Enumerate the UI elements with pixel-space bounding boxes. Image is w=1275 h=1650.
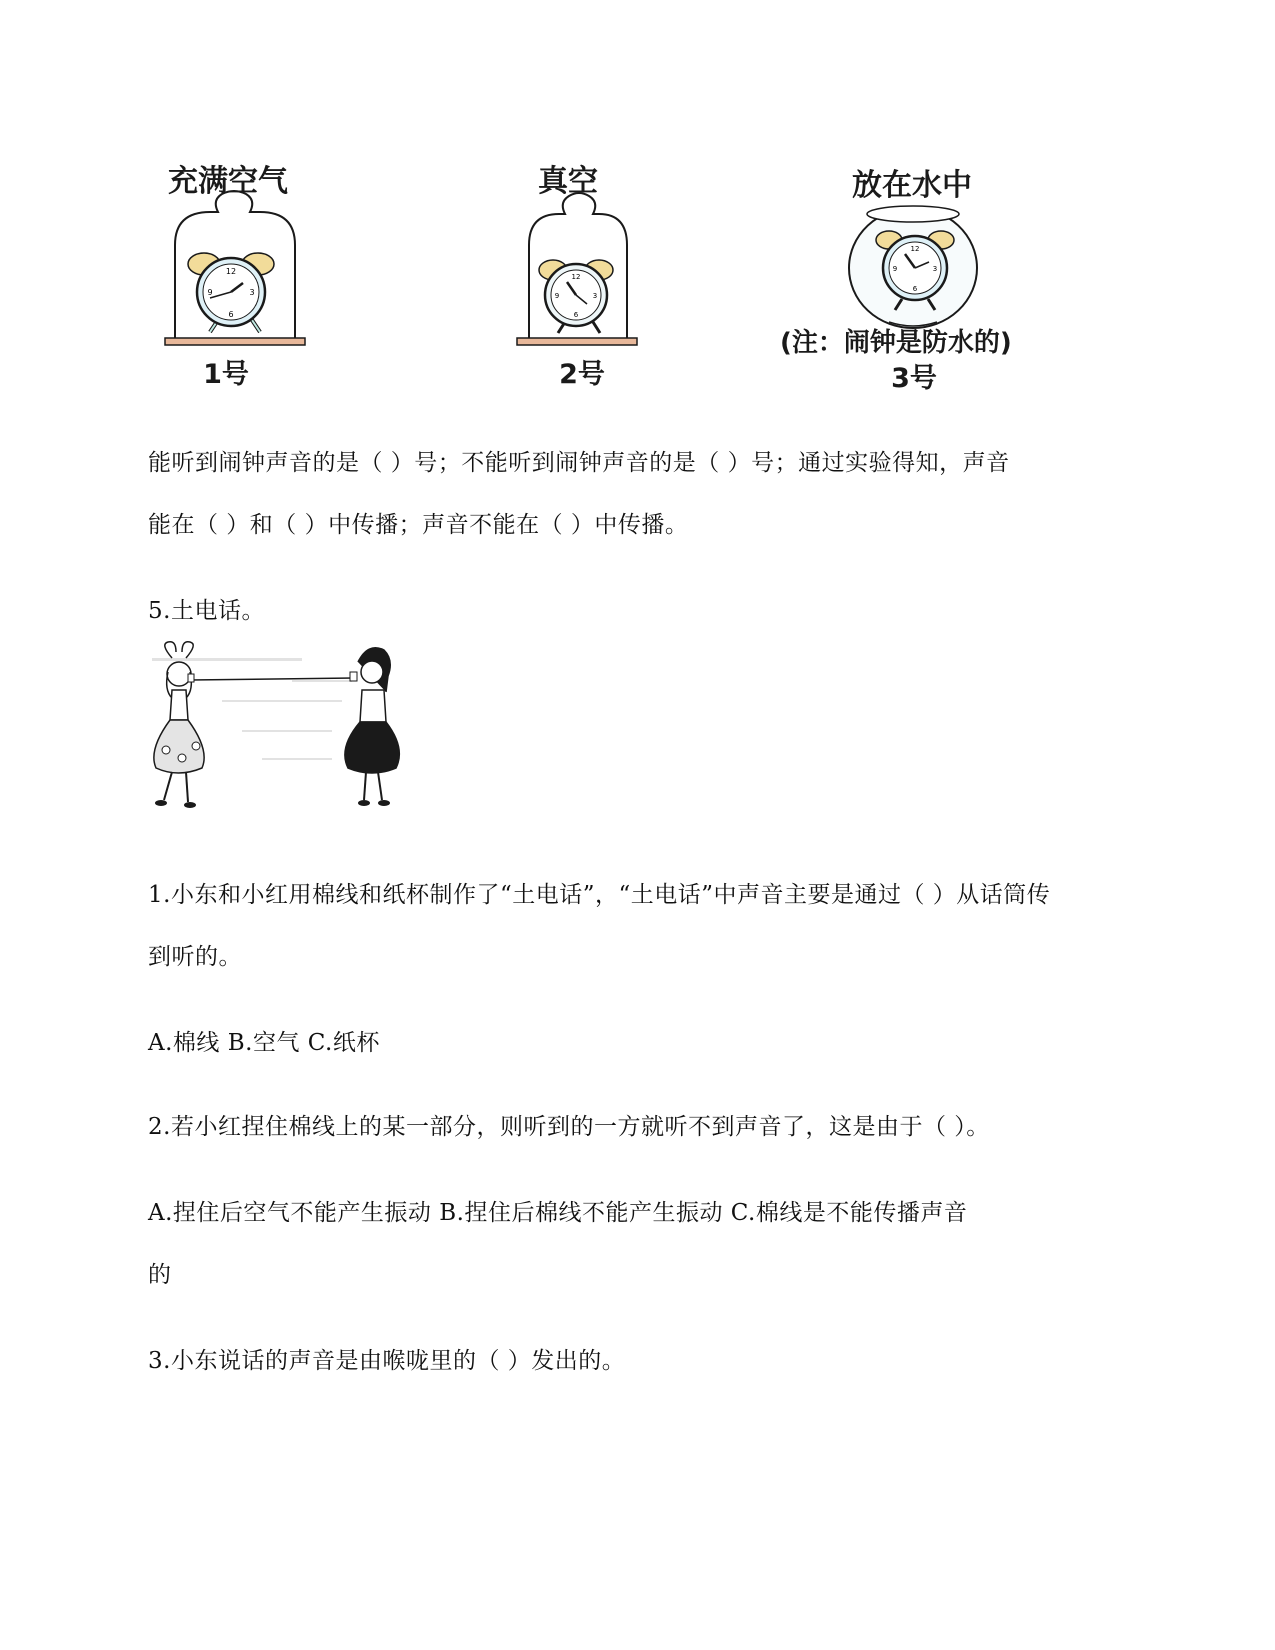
jar3-number: 3号 xyxy=(891,363,937,394)
svg-text:3: 3 xyxy=(249,288,255,297)
question-1-text: 1.小东和小红用棉线和纸杯制作了“土电话”，“土电话”中声音主要是通过（ ）从话筒传 xyxy=(148,882,1051,908)
question-3-text: 3.小东说话的声音是由喉咙里的（ ）发出的。 xyxy=(148,1348,626,1374)
question-1-text-cont: 到听的。 xyxy=(148,944,242,970)
string-telephone-illustration xyxy=(142,640,412,820)
jar2-caption: 真空 xyxy=(538,164,598,199)
bell-jar-vacuum-illustration xyxy=(515,190,640,350)
jar3-note: (注：闹钟是防水的) xyxy=(780,328,1012,358)
bell-jar-air-illustration xyxy=(160,190,310,350)
svg-text:6: 6 xyxy=(228,310,234,319)
water-bowl-illustration xyxy=(845,196,981,336)
girl-right-icon xyxy=(345,648,399,806)
jar3-caption: 放在水中 xyxy=(852,168,972,203)
jar2-number: 2号 xyxy=(559,359,605,390)
section-5-title: 5.土电话。 xyxy=(148,598,265,624)
svg-text:9: 9 xyxy=(207,288,213,297)
svg-text:3: 3 xyxy=(592,292,598,300)
question-1-options: A.棉线 B.空气 C.纸杯 xyxy=(148,1030,380,1056)
question-line-1: 能听到闹钟声音的是（ ）号；不能听到闹钟声音的是（ ）号；通过实验得知，声音 xyxy=(148,450,1010,476)
question-2-text: 2.若小红捏住棉线上的某一部分，则听到的一方就听不到声音了，这是由于（ ）。 xyxy=(148,1114,990,1140)
svg-text:9: 9 xyxy=(554,292,560,300)
svg-text:3: 3 xyxy=(932,265,938,273)
svg-text:12: 12 xyxy=(225,267,237,276)
jar1-caption: 充满空气 xyxy=(168,164,288,199)
alarm-clock-icon xyxy=(188,253,274,332)
svg-text:6: 6 xyxy=(573,311,579,319)
svg-text:9: 9 xyxy=(892,265,898,273)
question-line-2: 能在（ ）和（ ）中传播；声音不能在（ ）中传播。 xyxy=(148,512,689,538)
jar1-number: 1号 xyxy=(203,359,249,390)
question-2-options-cont: 的 xyxy=(148,1262,172,1288)
alarm-clock-icon xyxy=(539,260,613,333)
svg-text:12: 12 xyxy=(910,245,920,253)
svg-text:6: 6 xyxy=(912,285,918,293)
question-2-options: A.捏住后空气不能产生振动 B.捏住后棉线不能产生振动 C.棉线是不能传播声音 xyxy=(148,1200,968,1226)
svg-text:12: 12 xyxy=(571,273,581,281)
girl-left-icon xyxy=(154,642,204,808)
